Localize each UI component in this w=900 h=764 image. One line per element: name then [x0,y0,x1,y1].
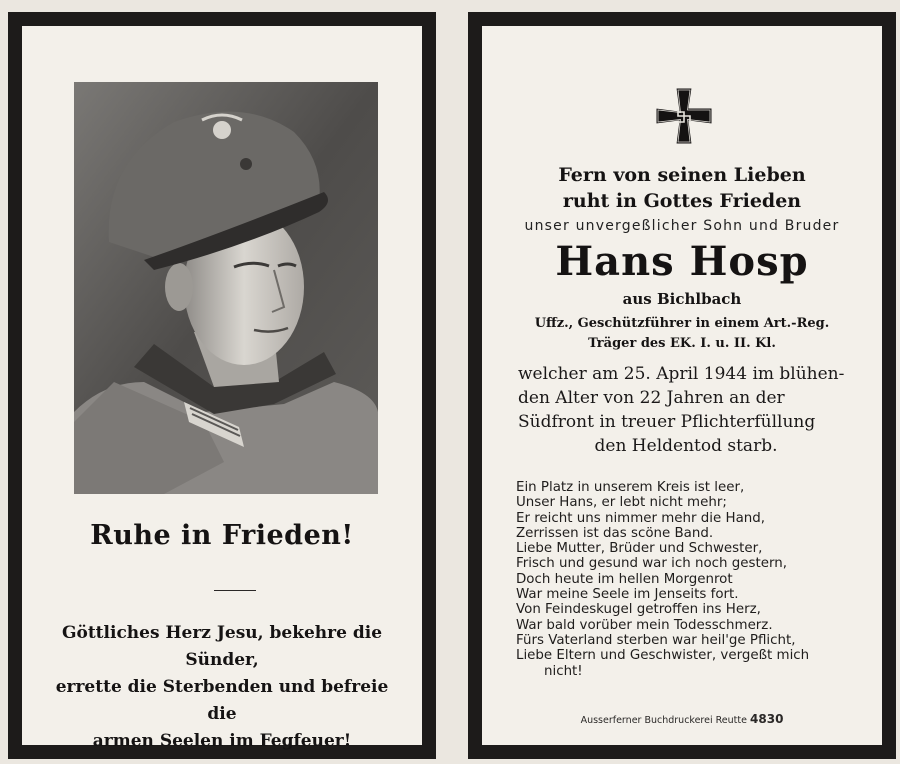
right-panel [468,12,896,759]
relation-line: unser unvergeßlicher Sohn und Bruder [524,218,840,234]
notice-line: den Alter von 22 Jahren an der [518,388,785,408]
poem-line: nicht! [544,663,583,679]
poem-line: Er reicht uns nimmer mehr die Hand, [516,510,766,526]
header-line-1: Fern von seinen Lieben [558,164,806,186]
notice-line: Südfront in treuer Pflichterfüllung [518,412,816,432]
origin-line: aus Bichlbach [622,290,742,308]
rank-line-1: Uffz., Geschützführer in einem Art.-Reg. [534,316,830,331]
rest-in-peace-title: Ruhe in Frieden! [90,520,354,551]
deceased-name: Hans Hosp [555,238,809,285]
rank-line-2: Träger des EK. I. u. II. Kl. [588,336,776,351]
death-notice-text [518,362,854,458]
poem-line: Von Feindeskugel getroffen ins Herz, [516,602,761,618]
prayer-line: Göttliches Herz Jesu, bekehre die Sünder, [61,623,383,670]
poem-line: War bald vorüber mein Todesschmerz. [516,617,773,633]
poem-line: Frisch und gesund war ich noch gestern, [516,556,787,572]
right-panel-inner [482,26,882,745]
divider-line [214,590,256,591]
prayer-line: errette die Sterbenden und befreie die [55,677,389,724]
poem-line: Fürs Vaterland sterben war heil'ge Pflicht, [516,632,796,648]
poem-line: Liebe Mutter, Brüder und Schwester, [516,541,763,557]
iron-cross-icon [654,86,714,146]
poem-line: War meine Seele im Jenseits fort. [516,587,739,603]
memorial-poem [516,480,809,679]
printer-name: Ausserferner Buchdruckerei Reutte [580,715,747,726]
poem-line: Doch heute im hellen Morgenrot [516,571,733,587]
printer-number: 4830 [750,712,784,726]
poem-line: Unser Hans, er lebt nicht mehr; [516,495,727,511]
poem-line: Liebe Eltern und Geschwister, vergeßt mich [516,648,810,664]
header-line-2: ruht in Gottes Frieden [562,190,802,212]
left-panel-inner [22,26,422,751]
prayer-line: armen Seelen im Fegfeuer! [92,731,352,751]
left-panel [8,12,436,759]
prayer-text [42,620,402,755]
printer-imprint [482,712,882,726]
poem-line: Ein Platz in unserem Kreis ist leer, [516,480,745,495]
soldier-portrait-image [74,82,378,494]
portrait-photo [74,82,378,494]
poem-line: Zerrissen ist das scöne Band. [516,525,714,541]
notice-line: welcher am 25. April 1944 im blühen- [518,364,845,384]
notice-line: den Heldentod starb. [594,436,778,456]
